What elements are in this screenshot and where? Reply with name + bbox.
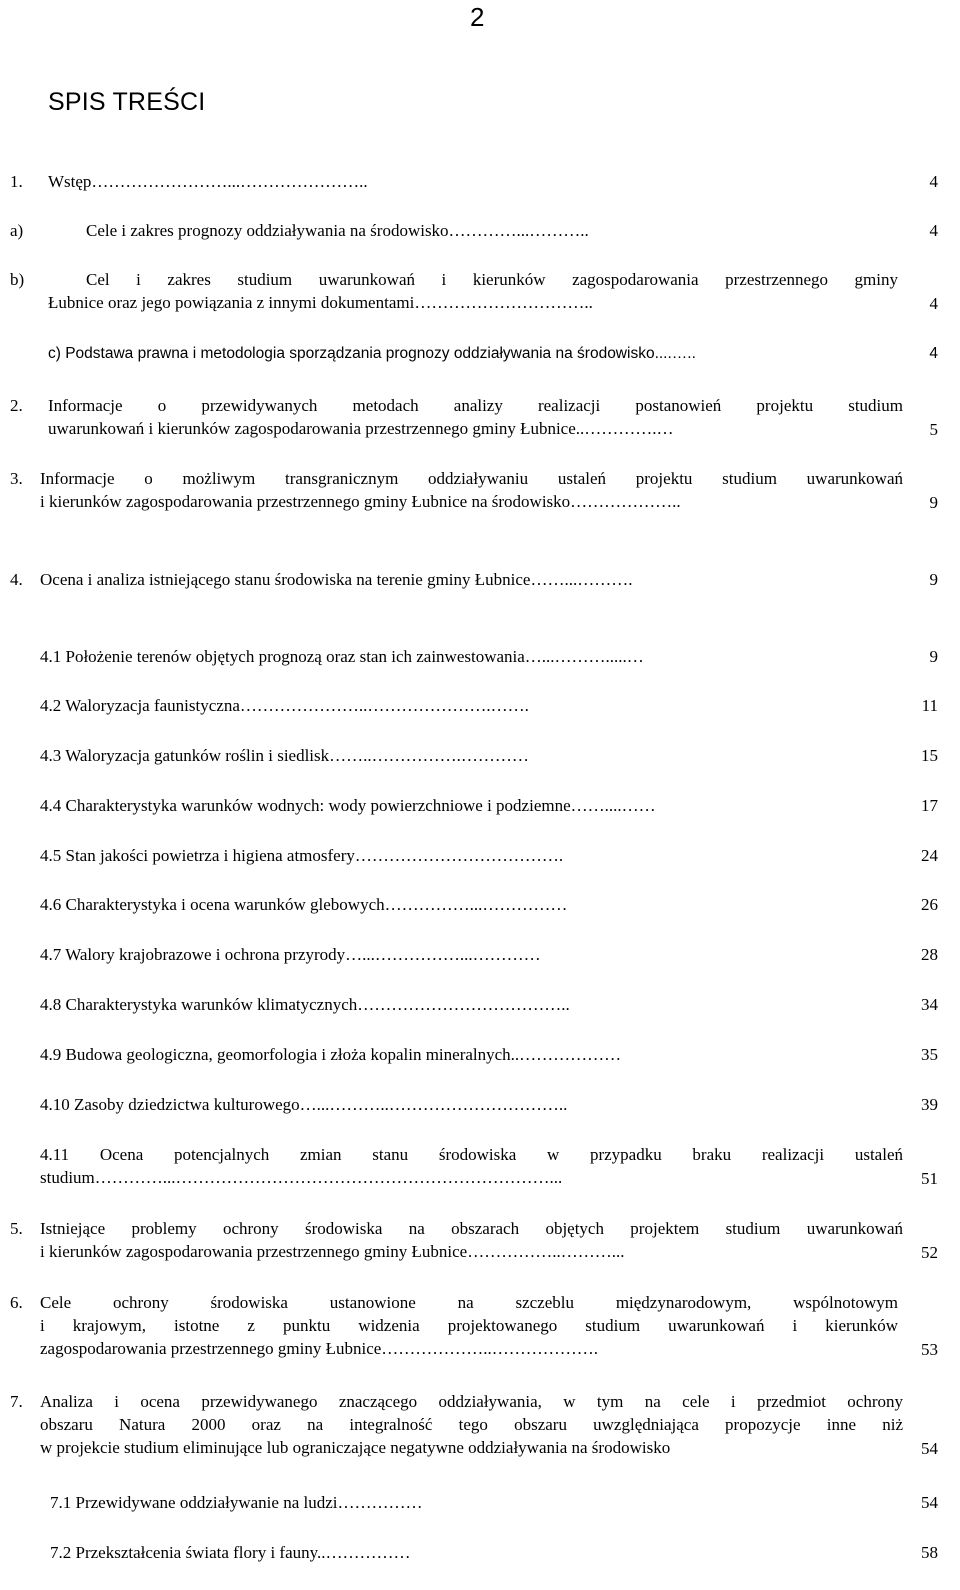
toc-entry-line: i kierunków zagospodarowania przestrzennego gminy Łubnice na środowisko……………….. — [40, 492, 681, 511]
toc-entry-title — [48, 170, 903, 193]
toc-entry-line: 7.2 Przekształcenia świata flory i fauny..…………… — [50, 1543, 411, 1562]
toc-entry-line: Analiza i ocena przewidywanego znaczącego oddziaływania, w tym na cele i przedmiot ochrony — [40, 1392, 903, 1411]
toc-entry-line: 4.6 Charakterystyka i ocena warunków glebowych……………...…………… — [40, 895, 568, 914]
toc-entry-line: 4.10 Zasoby dziedzictwa kulturowego…...………..………………………….. — [40, 1095, 568, 1114]
toc-entry-line: obszaru Natura 2000 oraz na integralność tego obszaru uwzględniająca propozycje inne niż — [40, 1415, 903, 1434]
toc-entry-title — [40, 794, 903, 817]
toc-entry-title — [50, 1541, 903, 1564]
toc-entry-line: Ocena i analiza istniejącego stanu środowiska na terenie gminy Łubnice……...………. — [40, 570, 633, 589]
toc-entry-page: 54 — [921, 1493, 938, 1512]
page-number: 2 — [470, 2, 485, 32]
page-title: SPIS TREŚCI — [48, 88, 206, 116]
toc-entry-line: 7.1 Przewidywane oddziaływanie na ludzi…………… — [50, 1493, 423, 1512]
toc-entry-line: 4.3 Waloryzacja gatunków roślin i siedlisk……..…………….………… — [40, 746, 529, 765]
toc-entry-title — [40, 1143, 903, 1189]
toc-entry-page: 4 — [929, 172, 938, 191]
toc-entry-title — [40, 1043, 903, 1066]
toc-entry-number: 1. — [10, 172, 23, 191]
toc-entry-page: 58 — [921, 1543, 938, 1562]
toc-entry-title — [40, 1291, 898, 1360]
toc-entry-title — [40, 568, 903, 591]
toc-entry-line: Cele ochrony środowiska ustanowione na szczeblu międzynarodowym, wspólnotowym — [40, 1293, 898, 1312]
toc-entry-title — [50, 1491, 903, 1514]
toc-entry-page: 53 — [921, 1340, 938, 1359]
toc-entry-number: 2. — [10, 396, 23, 415]
toc-entry-page: 4 — [929, 294, 938, 313]
toc-entry-line: uwarunkowań i kierunków zagospodarowania przestrzennego gminy Łubnice..………….… — [48, 419, 674, 438]
toc-entry-line: Cel i zakres studium uwarunkowań i kierunków zagospodarowania przestrzennego gminy — [86, 270, 898, 289]
toc-entry-page: 4 — [929, 221, 938, 240]
toc-entry-page: 54 — [921, 1439, 938, 1458]
toc-entry-title — [40, 744, 903, 767]
toc-entry-line: 4.2 Waloryzacja faunistyczna…………………..………………….……. — [40, 696, 529, 715]
toc-entry-page: 28 — [921, 945, 938, 964]
toc-entry-page: 35 — [921, 1045, 938, 1064]
toc-entry-line: Łubnice oraz jego powiązania z innymi dokumentami………………………….. — [48, 293, 593, 312]
toc-entry-title — [40, 645, 903, 668]
toc-entry-page: 34 — [921, 995, 938, 1014]
toc-entry-line: 4.8 Charakterystyka warunków klimatycznych……………………………….. — [40, 995, 570, 1014]
toc-entry-page: 52 — [921, 1243, 938, 1262]
toc-entry-page: 9 — [929, 570, 938, 589]
toc-entry-title — [86, 219, 903, 242]
toc-entry-line: Wstęp……………………...………………….. — [48, 172, 368, 191]
toc-entry-title — [40, 943, 903, 966]
toc-entry-line: w projekcie studium eliminujące lub ograniczające negatywne oddziaływania na środowisko — [40, 1438, 671, 1457]
toc-entry-number: 5. — [10, 1219, 23, 1238]
toc-entry-page: 26 — [921, 895, 938, 914]
toc-entry-number: 7. — [10, 1392, 23, 1411]
toc-entry-line: c) Podstawa prawna i metodologia sporządzania prognozy oddziaływania na środowisko....….. — [48, 345, 696, 362]
toc-entry-line: 4.5 Stan jakości powietrza i higiena atmosfery………………………………. — [40, 846, 564, 865]
toc-entry-page: 4 — [929, 345, 938, 362]
toc-entry-title — [40, 467, 903, 513]
toc-entry-line: Istniejące problemy ochrony środowiska na obszarach objętych projektem studium uwarunkowań — [40, 1219, 903, 1238]
toc-entry-page: 11 — [921, 696, 938, 715]
toc-entry-title — [40, 694, 903, 717]
toc-entry-line: 4.1 Położenie terenów objętych prognozą oraz stan ich zainwestowania…...……….....… — [40, 647, 644, 666]
toc-entry-page: 39 — [921, 1095, 938, 1114]
toc-entry-page: 5 — [929, 420, 938, 439]
toc-entry-line: Informacje o możliwym transgranicznym oddziaływaniu ustaleń projektu studium uwarunkowań — [40, 469, 903, 488]
toc-entry-line: zagospodarowania przestrzennego gminy Łubnice………………..………………. — [40, 1339, 599, 1358]
toc-entry-line: 4.11 Ocena potencjalnych zmian stanu środowiska w przypadku braku realizacji ustaleń — [40, 1145, 903, 1164]
toc-entry-title — [48, 268, 898, 314]
toc-entry-title — [40, 1390, 903, 1459]
toc-entry-line: i krajowym, istotne z punktu widzenia projektowanego studium uwarunkowań i kierunków — [40, 1316, 898, 1335]
toc-entry-line: 4.7 Walory krajobrazowe i ochrona przyrody…...……………...………… — [40, 945, 541, 964]
toc-entry-line: Informacje o przewidywanych metodach analizy realizacji postanowień projektu studium — [48, 396, 903, 415]
toc-entry-line: Cele i zakres prognozy oddziaływania na środowisko…………...……….. — [86, 221, 589, 240]
toc-entry-line: studium…………...…………………………………………………………... — [40, 1168, 563, 1187]
toc-entry-number: b) — [10, 270, 25, 289]
toc-entry-number: a) — [10, 221, 24, 240]
toc-entry-number: 4. — [10, 570, 23, 589]
toc-entry-title — [40, 893, 903, 916]
toc-entry-title — [40, 1217, 903, 1263]
toc-entry-title — [40, 1093, 903, 1116]
toc-entry-title — [40, 844, 903, 867]
toc-entry-title — [48, 342, 903, 365]
toc-entry-page: 24 — [921, 846, 938, 865]
toc-entry-page: 51 — [921, 1169, 938, 1188]
toc-entry-line: i kierunków zagospodarowania przestrzennego gminy Łubnice……………..………... — [40, 1242, 625, 1261]
toc-entry-page: 15 — [921, 746, 938, 765]
toc-entry-title — [40, 993, 903, 1016]
toc-entry-page: 9 — [929, 647, 938, 666]
toc-entry-line: 4.9 Budowa geologiczna, geomorfologia i złoża kopalin mineralnych..……………… — [40, 1045, 622, 1064]
toc-entry-number: 6. — [10, 1293, 23, 1312]
toc-entry-page: 9 — [929, 493, 938, 512]
toc-entry-number: 3. — [10, 469, 23, 488]
toc-entry-page: 17 — [921, 796, 938, 815]
toc-entry-title — [48, 394, 903, 440]
toc-entry-line: 4.4 Charakterystyka warunków wodnych: wody powierzchniowe i podziemne……....…… — [40, 796, 656, 815]
